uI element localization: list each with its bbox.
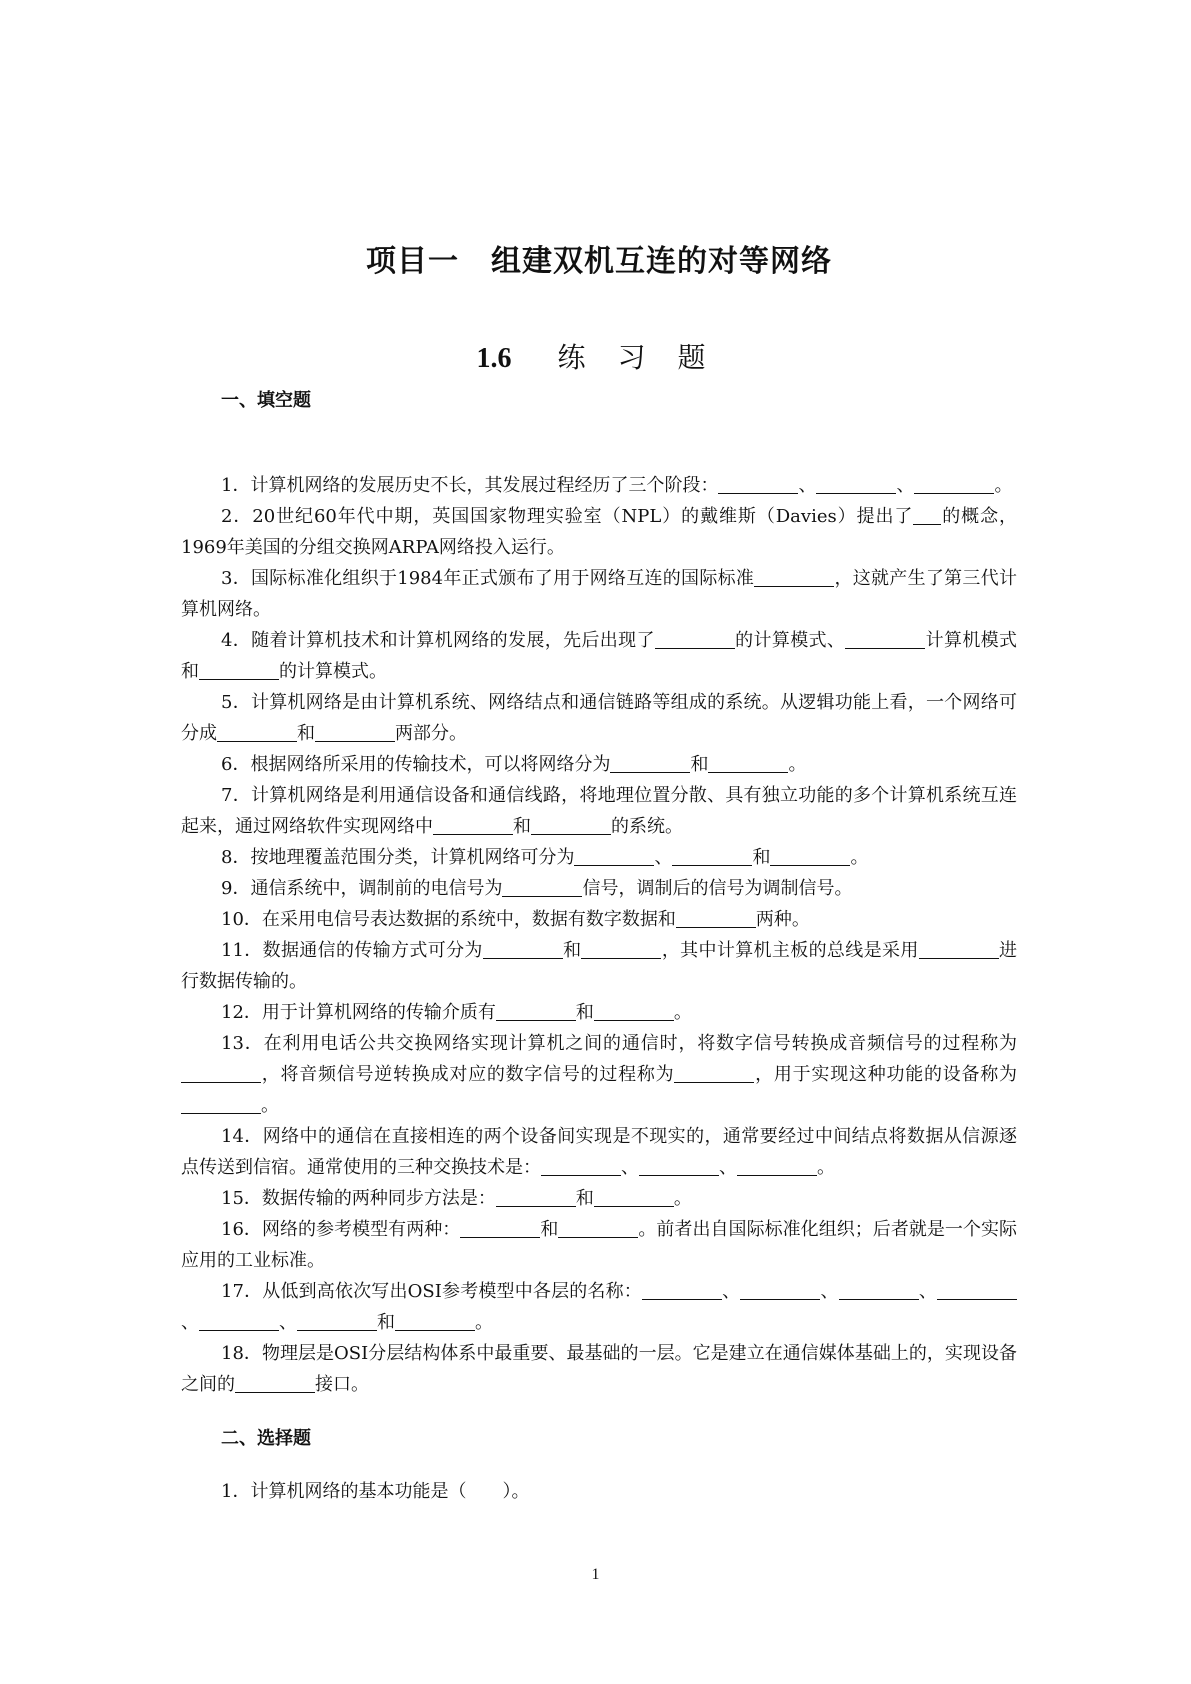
question-text: 信号，调制后的信号为调制信号。 [582,878,853,899]
question-text: 1．计算机网络的发展历史不长，其发展过程经历了三个阶段： [221,475,719,496]
fill-blank-question [181,1276,1017,1338]
question-text: 进行数据传输的。 [181,940,1018,992]
question-text: 。前者出自国际标准化组织；后者就是一个实际应用的工业标准。 [181,1219,1018,1271]
section-title-char: 题 [677,341,706,374]
fill-blank-question [181,904,1017,935]
question-text: 接口。 [315,1374,369,1395]
answer-blank[interactable] [199,661,279,680]
question-text: 3．国际标准化组织于1984年正式颁布了用于网络互连的国际标准 [221,568,755,589]
question-text: 。 [850,847,869,868]
fill-blank-question [181,625,1017,687]
question-text: ，其中计算机主板的总线是采用 [661,940,919,961]
question-text: 9．通信系统中，调制前的电信号为 [221,878,503,899]
answer-blank[interactable] [937,1281,1017,1300]
fill-blank-question [181,842,1017,873]
answer-blank[interactable] [845,630,925,649]
answer-blank[interactable] [594,1002,674,1021]
answer-blank[interactable] [433,816,513,835]
question-text: ，将音频信号逆转换成对应的数字信号的过程称为 [261,1064,675,1085]
chapter-title [181,240,1017,284]
answer-blank[interactable] [594,1188,674,1207]
question-text: 、 [719,1157,737,1178]
question-text: 。 [673,1002,692,1023]
question-text: 。 [817,1157,835,1178]
question-text: 、 [896,475,915,496]
chapter-title-part1: 项目一 [366,244,459,279]
answer-blank[interactable] [639,1157,719,1176]
answer-blank[interactable] [708,754,788,773]
choice-heading: 二、选择题 [221,1428,311,1449]
question-text: 计算机模式和 [181,630,1018,682]
question-text: 、 [721,1281,741,1302]
page-number: 1 [591,1566,600,1583]
fill-blank-question [181,1028,1017,1121]
answer-blank[interactable] [531,816,611,835]
fill-blank-question [181,935,1017,997]
answer-blank[interactable] [496,1002,576,1021]
answer-blank[interactable] [217,723,297,742]
question-text: 7．计算机网络是利用通信设备和通信线路，将地理位置分散、具有独立功能的多个计算机系统互连起来，通过网络软件实现网络中 [181,785,1017,837]
answer-blank[interactable] [737,1157,817,1176]
answer-blank[interactable] [672,847,752,866]
question-text: 。 [261,1095,279,1116]
answer-blank[interactable] [574,847,654,866]
fill-blank-question [181,997,1017,1028]
question-text: 8．按地理覆盖范围分类，计算机网络可分为 [221,847,575,868]
question-text: 、 [918,1281,938,1302]
fill-blank-question [181,780,1017,842]
question-text: 、 [798,475,817,496]
question-text: 、 [820,1281,839,1302]
answer-blank[interactable] [541,1157,621,1176]
question-text: 、 [654,847,673,868]
question-text: 16．网络的参考模型有两种： [221,1219,461,1240]
fill-blank-question [181,1183,1017,1214]
question-text: 和 [575,1188,594,1209]
answer-blank[interactable] [460,1219,540,1238]
question-text: 10．在采用电信号表达数据的系统中，数据有数字数据和 [221,909,676,930]
answer-blank[interactable] [655,630,735,649]
question-text: 、 [279,1312,297,1333]
answer-blank[interactable] [235,1374,315,1393]
fill-blank-question [181,563,1017,625]
answer-blank[interactable] [496,1188,576,1207]
question-text: 两部分。 [395,723,467,744]
answer-blank[interactable] [642,1281,722,1300]
question-text: 。 [673,1188,692,1209]
question-text: 。 [788,754,807,775]
answer-blank[interactable] [315,723,395,742]
question-text: 1．计算机网络的基本功能是（ ）。 [221,1481,530,1502]
answer-blank[interactable] [395,1312,475,1331]
question-text: 、 [621,1157,639,1178]
question-text: ，用于实现这种功能的设备称为 [754,1064,1017,1085]
answer-blank[interactable] [718,475,798,494]
question-text: 和 [690,754,709,775]
question-text: 的计算模式。 [279,661,387,682]
fill-blank-question [181,687,1017,749]
fill-blank-question [181,749,1017,780]
question-text: 4．随着计算机技术和计算机网络的发展，先后出现了 [221,630,655,651]
question-text: 17．从低到高依次写出OSI参考模型中各层的名称： [221,1281,642,1302]
answer-blank[interactable] [913,506,941,525]
answer-blank[interactable] [483,940,563,959]
question-text: 的计算模式、 [734,630,846,651]
chapter-title-part2: 组建双机互连的对等网络 [491,244,832,279]
answer-blank[interactable] [740,1281,820,1300]
answer-blank[interactable] [674,1064,754,1083]
answer-blank[interactable] [770,847,850,866]
fill-blank-question [181,1338,1017,1400]
answer-blank[interactable] [558,1219,638,1238]
answer-blank[interactable] [581,940,661,959]
question-text: 18．物理层是OSI分层结构体系中最重要、最基础的一层。它是建立在通信媒体基础上的，实现设备之间的 [181,1343,1017,1395]
fill-blank-question [181,470,1017,501]
question-text: 和 [513,816,531,837]
answer-blank[interactable] [839,1281,919,1300]
choice-question-list [181,1476,1017,1507]
question-text: 13．在利用电话公共交换网络实现计算机之间的通信时，将数字信号转换成音频信号的过程称为 [221,1033,1017,1054]
question-text: 2．20世纪60年代中期，英国国家物理实验室（NPL）的戴维斯（Davies）提出了 [221,506,914,527]
section-title [181,336,1017,380]
question-text: 6．根据网络所采用的传输技术，可以将网络分为 [221,754,611,775]
answer-blank[interactable] [676,909,756,928]
answer-blank[interactable] [610,754,690,773]
question-text: 和 [540,1219,559,1240]
question-text: 和 [297,723,315,744]
question-text: ，这就产生了第三代计算机网络。 [181,568,1017,620]
question-text: 15．数据传输的两种同步方法是： [221,1188,496,1209]
question-text: 和 [562,940,582,961]
section-title-char: 练 [557,341,586,374]
question-text: 和 [377,1312,395,1333]
section-number: 1.6 [476,343,512,374]
question-text: 的系统。 [611,816,683,837]
question-text: 和 [752,847,771,868]
answer-blank[interactable] [181,1095,261,1114]
fill-blank-question [181,501,1017,563]
question-text: 和 [575,1002,594,1023]
question-text: 、 [181,1312,199,1333]
fill-blank-question [181,1214,1017,1276]
page-content [181,240,1018,1502]
question-text: 11．数据通信的传输方式可分为 [221,940,483,961]
question-text: 两种。 [755,909,810,930]
answer-blank[interactable] [502,878,582,897]
fill-blank-question-list [181,470,1017,1400]
fill-blank-question [181,1121,1017,1183]
question-text: 14．网络中的通信在直接相连的两个设备间实现是不现实的，通常要经过中间结点将数据从信源逐点传送到信宿。通常使用的三种交换技术是： [181,1126,1017,1178]
answer-blank[interactable] [297,1312,377,1331]
section-title-char: 习 [617,341,646,374]
fill-blank-question [181,873,1017,904]
question-text: 。 [475,1312,493,1333]
choice-question [181,1476,1017,1507]
answer-blank[interactable] [754,568,834,587]
answer-blank[interactable] [919,940,999,959]
answer-blank[interactable] [914,475,994,494]
question-text: 的概念，1969年美国的分组交换网ARPA网络投入运行。 [181,506,1017,558]
question-text: 。 [994,475,1013,496]
answer-blank[interactable] [199,1312,279,1331]
answer-blank[interactable] [181,1064,261,1083]
question-text: 12．用于计算机网络的传输介质有 [221,1002,496,1023]
fill-blank-heading: 一、填空题 [221,390,311,411]
question-text: 5．计算机网络是由计算机系统、网络结点和通信链路等组成的系统。从逻辑功能上看，一个网络可分成 [181,692,1017,744]
answer-blank[interactable] [816,475,896,494]
